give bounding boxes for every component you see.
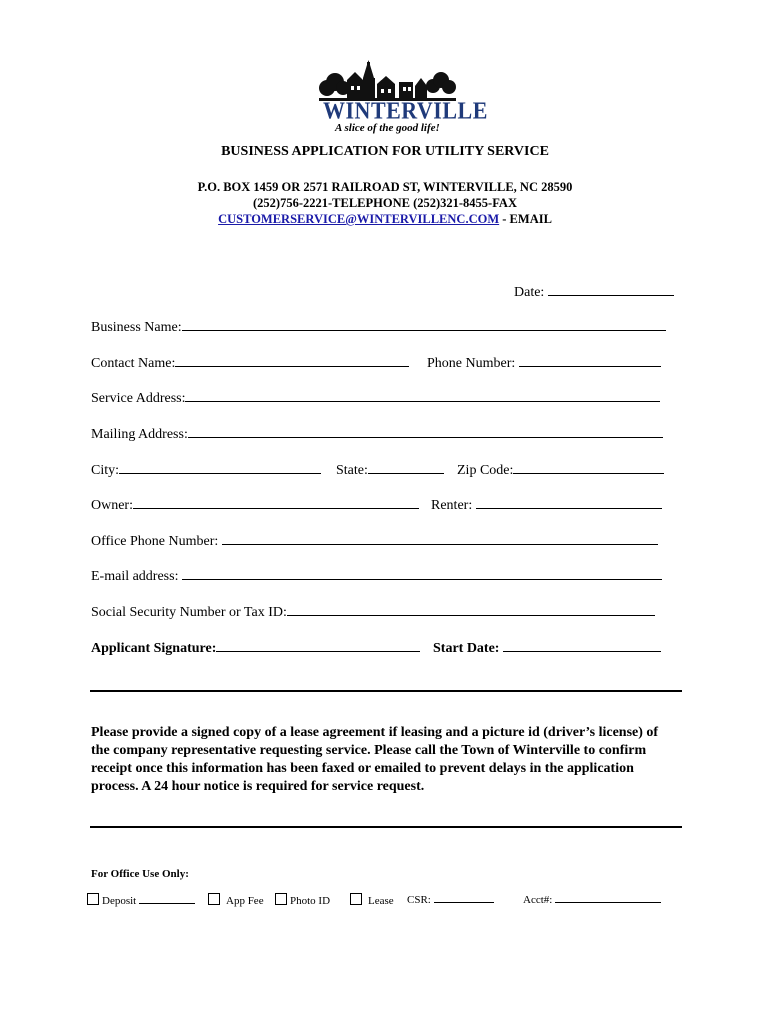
office-phone-label: Office Phone Number: [91, 534, 219, 549]
town-skyline-icon [315, 58, 460, 102]
header-email-line [0, 212, 770, 227]
phone-number-label: Phone Number: [427, 356, 516, 371]
csr-input-line[interactable] [434, 893, 494, 903]
mailing-address-input-line[interactable] [188, 424, 663, 438]
office-phone-input-line[interactable] [222, 531, 658, 545]
divider-bottom [90, 826, 682, 828]
lease-checkbox[interactable] [350, 893, 362, 905]
ssn-tax-input-line[interactable] [287, 602, 655, 616]
renter-field [431, 495, 662, 514]
service-address-label: Service Address: [91, 391, 186, 406]
city-label: City: [91, 463, 120, 478]
owner-label: Owner: [91, 498, 133, 513]
state-input-line[interactable] [368, 460, 444, 474]
acct-label: Acct#: [523, 894, 553, 906]
app-fee-label: App Fee [226, 895, 264, 907]
deposit-input-line[interactable] [139, 894, 195, 904]
state-label: State: [336, 463, 368, 478]
contact-name-input-line[interactable] [175, 353, 409, 367]
divider-top [90, 690, 682, 692]
office-use-heading: For Office Use Only: [91, 868, 189, 880]
owner-input-line[interactable] [133, 495, 419, 509]
start-date-field [433, 638, 661, 657]
start-date-label: Start Date: [433, 641, 500, 656]
renter-input-line[interactable] [476, 495, 662, 509]
winterville-logo [315, 58, 488, 138]
zip-input-line[interactable] [513, 460, 664, 474]
app-fee-option [208, 893, 264, 907]
start-date-input-line[interactable] [503, 638, 661, 652]
state-field [336, 460, 444, 479]
renter-label: Renter: [431, 498, 473, 513]
deposit-checkbox[interactable] [87, 893, 99, 905]
header-phone: (252)756-2221-TELEPHONE (252)321-8455-FAX [253, 196, 517, 210]
app-fee-checkbox[interactable] [208, 893, 220, 905]
service-address-input-line[interactable] [185, 388, 660, 402]
owner-field [91, 495, 419, 514]
phone-number-field [427, 353, 661, 372]
signature-field [91, 638, 420, 657]
city-field [91, 460, 321, 479]
csr-field [407, 893, 494, 906]
signature-input-line[interactable] [216, 638, 420, 652]
business-name-input-line[interactable] [182, 317, 666, 331]
deposit-option [87, 893, 195, 907]
phone-number-input-line[interactable] [519, 353, 661, 367]
photo-id-label: Photo ID [290, 895, 331, 907]
office-phone-field [91, 531, 658, 550]
business-name-field [91, 317, 666, 336]
logo-wordmark: WINTERVILLE [323, 96, 488, 125]
acct-field [523, 893, 661, 906]
lease-option [350, 893, 394, 907]
photo-id-option [275, 893, 330, 907]
lease-label: Lease [368, 895, 394, 907]
acct-input-line[interactable] [555, 893, 661, 903]
contact-name-field [91, 353, 409, 372]
email-address-label: E-mail address: [91, 569, 179, 584]
lease-notice: Please provide a signed copy of a lease agreement if leasing and a picture id (driver’s license) of the company representative requesting service. Please call the Town of Winterville to confirm receipt once this information has been faxed or emailed to prevent delays in the application process. A 24 hour notice is required for service request. [91, 725, 659, 794]
signature-label: Applicant Signature: [91, 641, 217, 656]
email-address-field [91, 566, 662, 585]
deposit-label: Deposit [102, 895, 137, 907]
email-address-input-line[interactable] [182, 566, 662, 580]
date-field [514, 282, 674, 301]
city-input-line[interactable] [119, 460, 321, 474]
photo-id-checkbox[interactable] [275, 893, 287, 905]
csr-label: CSR: [407, 894, 431, 906]
email-link[interactable]: CUSTOMERSERVICE@WINTERVILLENC.COM [218, 212, 500, 226]
email-suffix: - EMAIL [499, 212, 552, 226]
zip-label: Zip Code: [457, 463, 514, 478]
date-input-line[interactable] [548, 282, 674, 296]
business-name-label: Business Name: [91, 320, 182, 335]
zip-field [457, 460, 664, 479]
form-title: BUSINESS APPLICATION FOR UTILITY SERVICE [221, 144, 549, 159]
logo-tagline: A slice of the good life! [335, 122, 440, 134]
ssn-tax-field [91, 602, 655, 621]
mailing-address-label: Mailing Address: [91, 427, 188, 442]
header-address: P.O. BOX 1459 OR 2571 RAILROAD ST, WINTERVILLE, NC 28590 [197, 180, 573, 194]
ssn-tax-label: Social Security Number or Tax ID: [91, 605, 287, 620]
mailing-address-field [91, 424, 663, 443]
contact-name-label: Contact Name: [91, 356, 176, 371]
service-address-field [91, 388, 660, 407]
date-label: Date: [514, 285, 545, 300]
